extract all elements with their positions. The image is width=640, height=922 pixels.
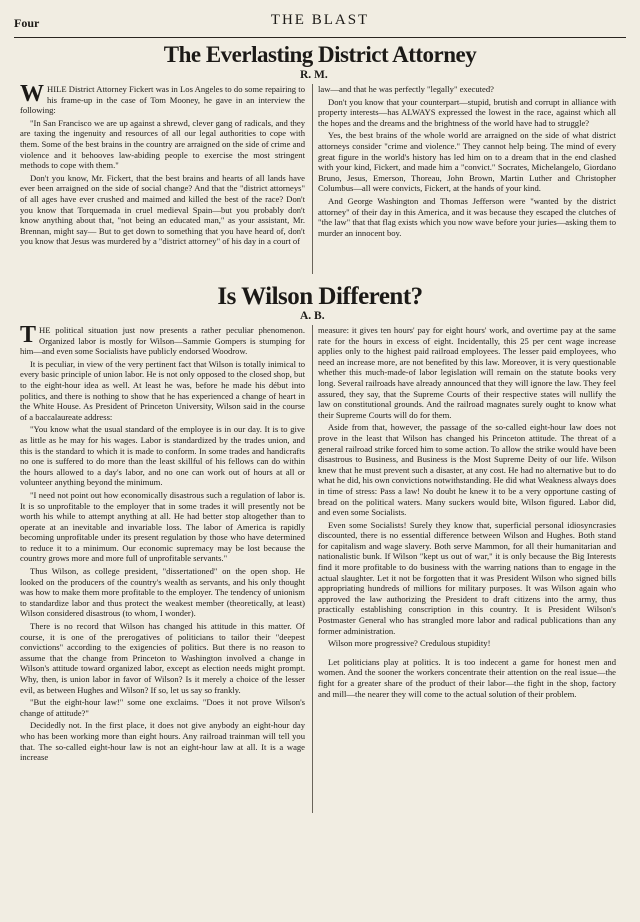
article2-paragraph: Aside from that, however, the passage of the so-called eight-hour law does not prove in the least that Wilson has changed his Princeton attitude. The threat of a general railroad strike forced him to some action. To allow the strike would have been disastrous to Business, and Business is the Most Supreme Deity of our life. Wilson knew that he must prevent such a disaster, at any cost. He had no alternative but to do what he did, his own convictions notwithstanding. He did what Weakness always does in time of stress: Pass a law! No doubt he knew it to be a very opportune casting of bread on the political waters. Many suckers would bite, Wilson figured. Labor did, and even some Socialists. <box>318 422 616 518</box>
article2-paragraph: Thus Wilson, as college president, "dissertationed" on the open shop. He looked on the producers of the country's wealth as servants, and his only thought was how to make them more profitable to the employer. The tendency of unionism to standardize labor and thus protect the weakest member (theoretically, at least) Wilson considered disastrous (to whom, I wonder). <box>20 566 305 619</box>
dropcap: T <box>20 325 37 348</box>
article1-left-column <box>20 84 305 276</box>
article2-left-column <box>20 325 305 917</box>
article2-paragraph: It is peculiar, in view of the very pertinent fact that Wilson is totally inimical to every basic principle of union labor. He is not only opposed to the closed shop, but to the eight-hour idea as well. At least he was, before he made his début into politics, and there is nothing to show that he has experienced a change of heart in the White House. As President of Princeton University, Wilson said in the course of a baccalaureate address: <box>20 358 305 422</box>
header-rule <box>14 37 626 38</box>
column-divider <box>312 84 313 274</box>
article2-paragraph: There is no record that Wilson has changed his attitude in this matter. Of course, it is one of the prerogatives of politicians to tailor their "deepest convictions" according to the exigencies of politics. But there is no reason to assume that the change from Princeton to Washington involved a change in Wilson's attitude toward organized labor, except as election needs might prompt. Why, then, is union labor in favor of Wilson? Is it merely a choice of the lesser evil, as between Hughes and Wilson? If so, let us say so frankly. <box>20 621 305 695</box>
article2-paragraph: "I need not point out how economically disastrous such a regulation of labor is. It is so unprofitable to the employer that in some trades it will presently not be worth his while to attempt anything at all. He had better stop altogether than to operate at an inevitable and invariable loss. The labor of America is rapidly becoming unprofitable under its present regulation by those who have determined to reduce it to a minimum. Our economic supremacy may be lost because the country grows more and more full of unprofitable servants." <box>20 489 305 564</box>
article2-paragraph: "You know what the usual standard of the employee is in our day. It is to give as little as he may for his wages. Labor is standardized by the trades union, and this is the standard to which it is made to conform. In some trades and handicrafts no one is suffered to do more than the least skillful of his fellows can do within the hours allowed to a day's labor, and no one can work out of hours at all or volunteer anything beyond the minimum. <box>20 424 305 488</box>
article1-paragraph: WHILE District Attorney Fickert was in Los Angeles to do some repairing to his frame-up in the case of Tom Mooney, he gave in an interview the following: <box>20 84 305 116</box>
dropcap: W <box>20 84 44 107</box>
article1-paragraph: Yes, the best brains of the whole world are arraigned on the side of what district attorneys consider "crime and violence." They cannot help being. The mind of every great figure in the world's history has led him on to a dream that in the end clashed with your kind, Fickert, and made him a "convict." Socrates, Michelangelo, Giordano Bruno, Jesus, Emerson, Thoreau, John Brown, Martin Luther and Christopher Columbus—all were convicts, Fickert, at the hands of your kind. <box>318 130 616 194</box>
article1-title: The Everlasting District Attorney <box>163 42 477 67</box>
publication-title: THE BLAST <box>270 12 370 28</box>
article1-byline: R. M. <box>300 69 328 81</box>
article2-paragraph: THE political situation just now presents a rather peculiar phenomenon. Organized labor is mostly for Wilson—Sammie Gompers is stumping for him—and even some Socialists have publicly endorsed Woodrow. <box>20 325 305 357</box>
article2-right-column <box>318 325 616 917</box>
article2-byline: A. B. <box>300 310 325 322</box>
article2-paragraph: Even some Socialists! Surely they know that, superficial personal idiosyncrasies discounted, there is no essential difference between Wilson and Hughes. Both stand for capitalism and wage slavery. Both serve Mammon, for all their humanitarian and nationalistic bunk. If Wilson "kept us out of war," it is only because the Big Interests find it more profitable to do business with the warring nations than to engage in the actual slaughter. Let it not be forgotten that it was President Wilson who signed bills appropriating hundreds of millions for military purposes. It was Wilson again who approved the law authorizing the President to draft citizens into the army, thus practically establishing conscription in this country. It is President Wilson's Postmaster General who has strangled more labor and radical publications than any former administration. <box>318 519 616 636</box>
page-number: Four <box>14 16 40 30</box>
article1-paragraph: Don't you know, Mr. Fickert, that the best brains and hearts of all lands have ever been arraigned on the side of social change? And that the "district attorneys" of all ages have ever crushed and maimed and killed the best of the race? Don't you know that Torquemada in cruel medieval Spain—but you probably don't know anything about that, "not being an educated man," as your assistant, Mr. Brennan, might say— But to get down to something that you have heard of, don't you know that Jesus was murdered by a "district attorney" of his day in a court of <box>20 172 305 247</box>
article2-paragraph: measure: it gives ten hours' pay for eight hours' work, and overtime pay at the same rate for the hours in excess of eight. Incidentally, this 25 per cent wage increase applies only to the highest paid railroad employees. The lesser paid employees, who need an increase more, are not benefited by this law. Moreover, it is very questionable whether this much-made-of labor legislation will remain on the statute books very long. Several railroads have already announced that they will ignore the law. They feel assured, they say, that the Supreme Courts of their respective states will nullify the law on constitutional grounds. And the railroad magnates surely ought to know what their Supreme Courts will do for them. <box>318 325 616 420</box>
article1-paragraph: "In San Francisco we are up against a shrewd, clever gang of radicals, and they are taxing the ingenuity and resources of all our legal authorities to cope with them. Some of the best brains in the country are arraigned on the side of crime and violence and it behooves law-abiding people to exercise the most stringent methods to cope with them." <box>20 117 305 171</box>
article1-paragraph: law—and that he was perfectly "legally" executed? <box>318 84 494 94</box>
article2-paragraph: "But the eight-hour law!" some one exclaims. "Does it not prove Wilson's change of attitude?" <box>20 697 305 718</box>
article1-paragraph: And George Washington and Thomas Jefferson were "wanted by the district attorney" of their day in this America, and it was because they escaped the clutches of "the law" that that flag exists which you now wave before your juries—asking them to murder an innocent boy. <box>318 195 616 238</box>
page-header <box>14 10 626 36</box>
article2-paragraph: Decidedly not. In the first place, it does not give anybody an eight-hour day who has been working more than eight hours. Any railroad trainman will tell you that. The so-called eight-hour law is not an eight-hour law at all. It is a wage increase <box>20 720 305 763</box>
article1-paragraph: Don't you know that your counterpart—stupid, brutish and corrupt in alliance with property interests—has ALWAYS expressed the lowest in the race, against which all the hopes and the dreams and the brightness of the world have had to struggle? <box>318 96 616 128</box>
article2-title: Is Wilson Different? <box>217 283 423 310</box>
column-divider <box>312 325 313 813</box>
article2-paragraph: Let politicians play at politics. It is too indecent a game for honest men and women. And the sooner the workers concentrate their attention on the real issue—the fight for a greater share of the product of their labor—the fight in the shop, factory and mill—the nearer they will come to the actual solution of their problem. <box>318 656 616 699</box>
article2-paragraph: Wilson more progressive? Credulous stupidity! <box>328 638 491 649</box>
article1-right-column <box>318 84 616 276</box>
